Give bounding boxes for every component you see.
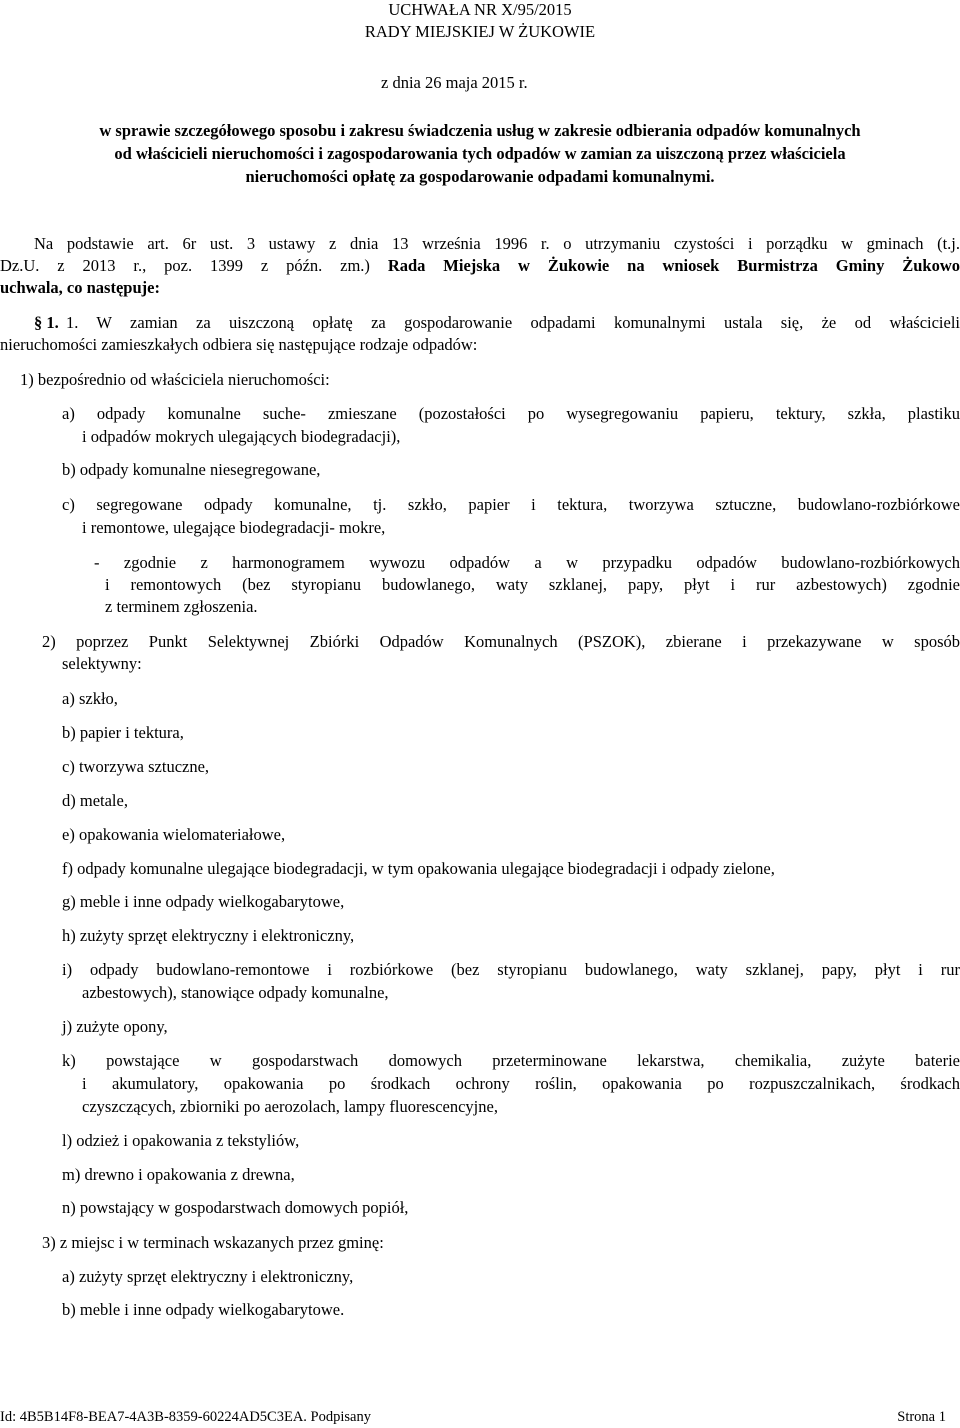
council-name: RADY MIEJSKIEJ W ŻUKOWIE [364, 22, 596, 41]
preamble-line-3: uchwala, co następuje: [0, 278, 160, 297]
item-2d: d) metale, [62, 791, 128, 810]
item-1c-line-2: i remontowe, ulegające biodegradacji- mokre, [82, 518, 386, 537]
council-action: Rada Miejska w Żukowie na wniosek Burmistrza Gminy Żukowo [369, 256, 960, 275]
item-2a: a) szkło, [62, 689, 118, 708]
legal-basis: Dz.U. z 2013 r., poz. 1399 z późn. zm.) [0, 256, 370, 275]
subject-line-1: w sprawie szczegółowego sposobu i zakresu świadczenia usług w zakresie odbierania odpadów komunalnych [99, 121, 861, 140]
item-2b: b) papier i tektura, [62, 723, 184, 742]
item-3a: a) zużyty sprzęt elektryczny i elektroniczny, [62, 1267, 354, 1286]
item-2g: g) meble i inne odpady wielkogabarytowe, [62, 892, 345, 911]
item-2k-line-2: i akumulatory, opakowania po środkach ochrony roślin, opakowania po rozpuszczalnikach, środkach [82, 1074, 960, 1093]
section-2-heading-line-2: selektywny: [62, 654, 142, 673]
schedule-note-line-3: z terminem zgłoszenia. [105, 597, 258, 616]
schedule-note-line-1: - zgodnie z harmonogramem wywozu odpadów a w przypadku odpadów budowlano-rozbiórkowych [94, 553, 960, 572]
item-2h: h) zużyty sprzęt elektryczny i elektroniczny, [62, 926, 355, 945]
item-2i-line-2: azbestowych), stanowiące odpady komunalne, [82, 983, 389, 1002]
section-3-heading: 3) z miejsc i w terminach wskazanych przez gminę: [42, 1233, 384, 1252]
paragraph-1-line-1: 1. W zamian za uiszczoną opłatę za gospodarowanie odpadami komunalnymi ustala się, że od właścicieli [66, 313, 960, 332]
item-2m: m) drewno i opakowania z drewna, [62, 1165, 295, 1184]
item-1a-line-2: i odpadów mokrych ulegających biodegradacji), [82, 427, 401, 446]
item-2e: e) opakowania wielomateriałowe, [62, 825, 286, 844]
section-sign: § [34, 313, 47, 332]
paragraph-1-line-2: nieruchomości zamieszkałych odbiera się następujące rodzaje odpadów: [0, 335, 478, 354]
item-2f: f) odpady komunalne ulegające biodegradacji, w tym opakowania ulegające biodegradacji i odpady zielone, [62, 859, 775, 878]
item-1c-line-1: c) segregowane odpady komunalne, tj. szkło, papier i tektura, tworzywa sztuczne, budowlano-rozbiórkowe [62, 495, 960, 514]
section-1-heading: 1) bezpośrednio od właściciela nieruchomości: [20, 370, 330, 389]
preamble-line-2 [0, 256, 960, 276]
preamble-line-1: Na podstawie art. 6r ust. 3 ustawy z dnia 13 września 1996 r. o utrzymaniu czystości i porządku w gminach (t.j. [34, 234, 960, 253]
item-2l: l) odzież i opakowania z tekstyliów, [62, 1131, 300, 1150]
subject-line-2: od właścicieli nieruchomości i zagospodarowania tych odpadów w zamian za uiszczoną przez właściciela [114, 144, 846, 163]
item-1a-line-1: a) odpady komunalne suche- zmieszane (pozostałości po wysegregowaniu papieru, tektury, szkła, plastiku [62, 404, 960, 423]
item-2i-line-1: i) odpady budowlano-remontowe i rozbiórkowe (bez styropianu budowlanego, waty szklanej, papy, płyt i rur [62, 960, 960, 979]
document-id: Id: 4B5B14F8-BEA7-4A3B-8359-60224AD5C3EA. Podpisany [0, 1409, 371, 1425]
resolution-number: UCHWAŁA NR X/95/2015 [388, 0, 572, 19]
item-1b: b) odpady komunalne niesegregowane, [62, 460, 321, 479]
item-2c: c) tworzywa sztuczne, [62, 757, 210, 776]
paragraph-mark: § 1. [34, 313, 59, 332]
resolution-date: z dnia 26 maja 2015 r. [381, 73, 528, 92]
page-number: Strona 1 [897, 1409, 946, 1425]
item-2n: n) powstający w gospodarstwach domowych popiół, [62, 1198, 409, 1217]
section-2-heading-line-1: 2) poprzez Punkt Selektywnej Zbiórki Odpadów Komunalnych (PSZOK), zbierane i przekazywane w sposób [42, 632, 960, 651]
schedule-note-line-2: i remontowych (bez styropianu budowlanego, waty szklanej, papy, płyt i rur azbestowych) zgodnie [105, 575, 960, 594]
item-2k-line-1: k) powstające w gospodarstwach domowych przeterminowane lekarstwa, chemikalia, zużyte baterie [62, 1051, 960, 1070]
item-3b: b) meble i inne odpady wielkogabarytowe. [62, 1300, 345, 1319]
item-2j: j) zużyte opony, [62, 1017, 168, 1036]
item-2k-line-3: czyszczących, zbiorniki po aerozolach, lampy fluorescencyjne, [82, 1097, 498, 1116]
subject-line-3: nieruchomości opłatę za gospodarowanie odpadami komunalnymi. [245, 167, 715, 186]
